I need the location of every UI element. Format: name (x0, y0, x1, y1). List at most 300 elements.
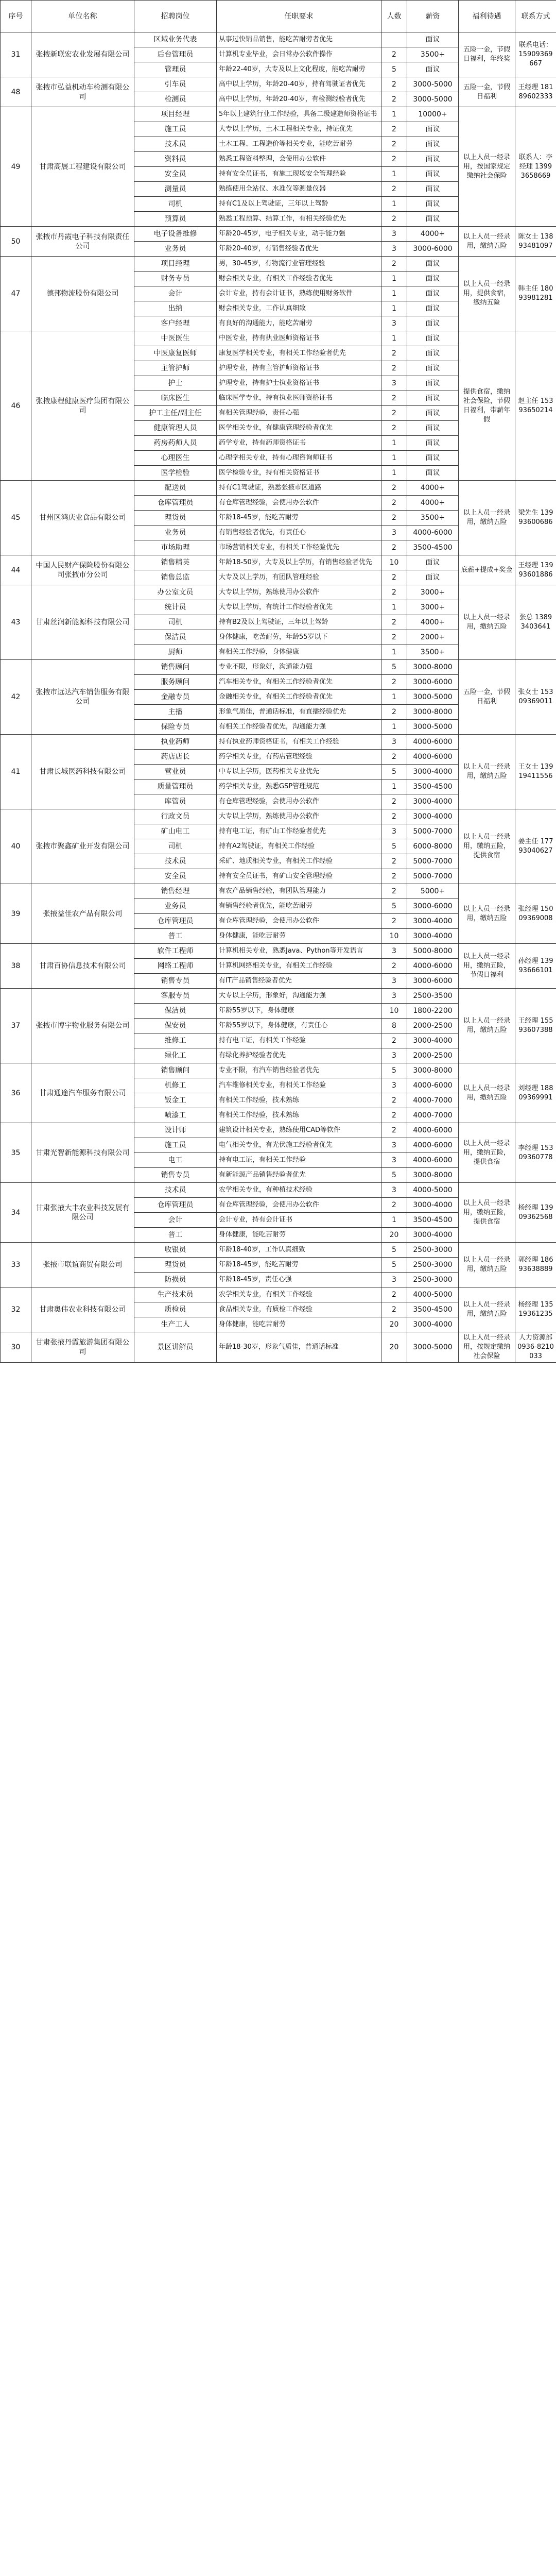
cell-position: 喷漆工 (134, 1108, 217, 1123)
cell-requirements: 有仓库管理经验，会使用办公软件 (217, 496, 381, 511)
cell-requirements: 会计专业，持有会计证书，熟练使用财务软件 (217, 286, 381, 301)
cell-requirements: 有仓库管理经验，会使用办公软件 (217, 794, 381, 809)
cell-count: 2 (381, 750, 407, 765)
cell-position: 安全员 (134, 167, 217, 182)
cell-benefits: 五险一金，节假日福利，年终奖 (459, 32, 515, 77)
cell-position: 矿山电工 (134, 824, 217, 839)
cell-position: 电工 (134, 1153, 217, 1168)
cell-salary: 5000-7000 (407, 869, 459, 884)
cell-salary: 2500-3000 (407, 1273, 459, 1287)
cell-requirements: 有相关工作经验，技术熟练 (217, 1108, 381, 1123)
cell-position: 保安员 (134, 1019, 217, 1033)
cell-salary: 3000-6000 (407, 974, 459, 989)
cell-count: 2 (381, 77, 407, 92)
cell-salary: 面议 (407, 182, 459, 197)
cell-salary: 10000+ (407, 107, 459, 122)
cell-position: 景区讲解员 (134, 1332, 217, 1363)
table-row (1, 331, 556, 346)
cell-count: 5 (381, 765, 407, 779)
cell-benefits: 以上人员一经录用，按国家规定缴纳社会保险 (459, 107, 515, 227)
cell-benefits: 以上人员一经录用，缴纳五险 (459, 884, 515, 944)
cell-count: 2 (381, 212, 407, 227)
cell-contact: 刘经理 18809369991 (515, 1063, 556, 1123)
cell-count: 1 (381, 197, 407, 212)
cell-count: 2 (381, 869, 407, 884)
cell-count: 2 (381, 257, 407, 272)
cell-requirements: 有相关管理经验，责任心强 (217, 406, 381, 421)
cell-company: 甘肃张掖丹霞旅游集团有限公司 (31, 1332, 134, 1363)
cell-count: 1 (381, 690, 407, 705)
cell-requirements: 中医专业，持有执业医师资格证书 (217, 331, 381, 346)
cell-position: 厨师 (134, 645, 217, 660)
cell-position: 销售顾问 (134, 660, 217, 675)
cell-salary: 3000-6000 (407, 899, 459, 914)
cell-requirements: 采矿、地质相关专业，有相关工作经验 (217, 854, 381, 869)
cell-requirements: 有农产品销售经验，有团队管理能力 (217, 884, 381, 899)
cell-salary: 面议 (407, 406, 459, 421)
cell-position: 技术员 (134, 137, 217, 152)
cell-position: 技术员 (134, 854, 217, 869)
cell-position: 保洁员 (134, 1004, 217, 1019)
cell-position: 销售精英 (134, 555, 217, 570)
cell-salary: 2000-2500 (407, 1019, 459, 1033)
cell-position: 客服专员 (134, 989, 217, 1004)
cell-requirements: 持有执业药师资格证书，有相关工作经验 (217, 735, 381, 750)
cell-count: 1 (381, 451, 407, 466)
cell-salary: 面议 (407, 152, 459, 167)
cell-contact: 姜主任 17793040627 (515, 809, 556, 884)
cell-count: 2 (381, 585, 407, 600)
cell-company: 张掖康程健康医疗集团有限公司 (31, 331, 134, 481)
cell-seq: 40 (1, 809, 31, 884)
table-row (1, 77, 556, 92)
cell-requirements: 计算机网络相关专业，有相关工作经验 (217, 959, 381, 974)
cell-requirements: 身体健康，能吃苦耐劳 (217, 1317, 381, 1332)
cell-requirements: 汽车相关专业，有相关工作经验者优先 (217, 675, 381, 690)
cell-requirements: 持有电工证，有矿山工作经验者优先 (217, 824, 381, 839)
table-row (1, 735, 556, 750)
cell-requirements: 护理专业，持有主管护师资格证书 (217, 361, 381, 376)
cell-count: 2 (381, 481, 407, 496)
cell-contact: 张女士 15309369011 (515, 660, 556, 735)
table-row (1, 32, 556, 47)
cell-count: 3 (381, 824, 407, 839)
cell-position: 销售经理 (134, 884, 217, 899)
cell-seq: 34 (1, 1183, 31, 1243)
cell-salary: 面议 (407, 570, 459, 585)
cell-salary: 2500-3000 (407, 1258, 459, 1273)
cell-salary: 面议 (407, 167, 459, 182)
cell-benefits: 以上人员一经录用，缴纳五险 (459, 1287, 515, 1332)
cell-seq: 37 (1, 989, 31, 1063)
cell-requirements: 持有电工证，有相关工作经验 (217, 1033, 381, 1048)
cell-contact: 赵主任 15393650214 (515, 331, 556, 481)
cell-salary: 4000-6000 (407, 1138, 459, 1153)
cell-position: 中医医生 (134, 331, 217, 346)
cell-contact: 郭经理 18693638889 (515, 1243, 556, 1287)
cell-contact: 王经理 13993601886 (515, 555, 556, 585)
cell-position: 设计师 (134, 1123, 217, 1138)
cell-position: 仓库管理员 (134, 1198, 217, 1213)
cell-position: 软件工程师 (134, 944, 217, 959)
cell-position: 理货员 (134, 1258, 217, 1273)
cell-position: 客户经理 (134, 316, 217, 331)
cell-salary: 2500-3500 (407, 989, 459, 1004)
cell-salary: 3000+ (407, 585, 459, 600)
cell-benefits: 以上人员一经录用，缴纳五险，节假日福利 (459, 944, 515, 989)
cell-contact: 孙经理 13993666101 (515, 944, 556, 989)
table-row (1, 1287, 556, 1302)
header-benefits: 福利待遇 (459, 1, 515, 32)
cell-seq: 30 (1, 1332, 31, 1363)
cell-requirements: 年龄20-40岁，有销售经验者优先 (217, 242, 381, 257)
cell-position: 管理员 (134, 62, 217, 77)
cell-position: 机修工 (134, 1078, 217, 1093)
cell-count: 8 (381, 1019, 407, 1033)
cell-company: 张掖市博宇物业服务有限公司 (31, 989, 134, 1063)
cell-requirements: 有销售经验者优先，能吃苦耐劳 (217, 899, 381, 914)
cell-salary: 面议 (407, 137, 459, 152)
cell-contact: 张总 13893403641 (515, 585, 556, 660)
cell-count: 3 (381, 989, 407, 1004)
cell-salary: 4000+ (407, 227, 459, 242)
cell-salary: 面议 (407, 361, 459, 376)
cell-count: 1 (381, 1213, 407, 1228)
cell-count: 3 (381, 1153, 407, 1168)
cell-count: 1 (381, 301, 407, 316)
cell-salary: 4000-7000 (407, 1093, 459, 1108)
cell-count: 10 (381, 929, 407, 944)
cell-count: 3 (381, 227, 407, 242)
cell-position: 中医康复医师 (134, 346, 217, 361)
cell-count: 3 (381, 735, 407, 750)
cell-requirements: 市场营销相关专业，有相关工作经验优先 (217, 540, 381, 555)
cell-salary: 面议 (407, 272, 459, 286)
cell-salary: 5000-7000 (407, 854, 459, 869)
cell-position: 临床医生 (134, 391, 217, 406)
cell-salary: 4000-6000 (407, 1123, 459, 1138)
cell-count: 5 (381, 1258, 407, 1273)
cell-position: 护士 (134, 376, 217, 391)
cell-salary: 面议 (407, 346, 459, 361)
cell-requirements: 康复医学相关专业，有相关工作经验者优先 (217, 346, 381, 361)
cell-salary: 3000-4000 (407, 794, 459, 809)
cell-salary: 3500-4500 (407, 1213, 459, 1228)
cell-salary: 4000-7000 (407, 1108, 459, 1123)
cell-requirements: 形象气质佳，普通话标准，有直播经验优先 (217, 705, 381, 720)
cell-count: 3 (381, 316, 407, 331)
table-row (1, 1183, 556, 1198)
table-row (1, 1063, 556, 1078)
cell-count: 1 (381, 167, 407, 182)
cell-count: 2 (381, 540, 407, 555)
cell-position: 出纳 (134, 301, 217, 316)
cell-contact: 王经理 15593607388 (515, 989, 556, 1063)
cell-requirements: 药学相关专业，熟悉GSP管理规范 (217, 779, 381, 794)
cell-position: 钣金工 (134, 1093, 217, 1108)
cell-salary: 3000-5000 (407, 92, 459, 107)
cell-position: 库管员 (134, 794, 217, 809)
cell-salary: 面议 (407, 421, 459, 436)
cell-contact: 王经理 18189602333 (515, 77, 556, 107)
cell-benefits: 以上人员一经录用，提供食宿，缴纳五险 (459, 257, 515, 331)
cell-requirements: 有新能源产品销售经验者优先 (217, 1168, 381, 1183)
cell-benefits: 五险一金，节假日福利 (459, 77, 515, 107)
cell-salary: 面议 (407, 122, 459, 137)
cell-salary: 3000-4000 (407, 914, 459, 929)
header-seq: 序号 (1, 1, 31, 32)
cell-position: 护工主任/副主任 (134, 406, 217, 421)
cell-count: 3 (381, 1138, 407, 1153)
cell-contact: 人力资源部 0936-8210033 (515, 1332, 556, 1363)
header-salary: 薪资 (407, 1, 459, 32)
cell-salary: 3000+ (407, 600, 459, 615)
cell-seq: 49 (1, 107, 31, 227)
cell-position: 销售总监 (134, 570, 217, 585)
cell-salary: 3000-6000 (407, 242, 459, 257)
cell-requirements: 从事过快销品销售，能吃苦耐劳者优先 (217, 32, 381, 47)
cell-position: 医学检验 (134, 466, 217, 481)
cell-count: 2 (381, 854, 407, 869)
header-count: 人数 (381, 1, 407, 32)
cell-salary: 2000-2500 (407, 1048, 459, 1063)
cell-position: 司机 (134, 615, 217, 630)
cell-position: 金融专员 (134, 690, 217, 705)
cell-position: 服务顾问 (134, 675, 217, 690)
cell-seq: 36 (1, 1063, 31, 1123)
cell-requirements: 财会相关专业，工作认真细致 (217, 301, 381, 316)
cell-salary: 3000-8000 (407, 1063, 459, 1078)
cell-company: 张掖市远达汽车销售服务有限公司 (31, 660, 134, 735)
table-row (1, 884, 556, 899)
cell-contact: 韩主任 18093981281 (515, 257, 556, 331)
cell-seq: 35 (1, 1123, 31, 1183)
cell-benefits: 以上人员一经录用，缴纳五险 (459, 1243, 515, 1287)
header-row (1, 1, 556, 32)
table-row (1, 107, 556, 122)
table-row (1, 1123, 556, 1138)
cell-salary: 3000-8000 (407, 1168, 459, 1183)
cell-requirements: 医学检验专业，持有相关资格证书 (217, 466, 381, 481)
cell-position: 销售顾问 (134, 1063, 217, 1078)
cell-position: 行政文员 (134, 809, 217, 824)
cell-salary: 4000+ (407, 481, 459, 496)
cell-requirements: 大专及以上学历，有团队管理经验 (217, 570, 381, 585)
cell-position: 理货员 (134, 511, 217, 526)
table-row (1, 1243, 556, 1258)
cell-count: 3 (381, 376, 407, 391)
cell-seq: 33 (1, 1243, 31, 1287)
cell-company: 张掖益佳农产品有限公司 (31, 884, 134, 944)
cell-position: 统计员 (134, 600, 217, 615)
cell-count: 1 (381, 645, 407, 660)
cell-requirements: 农学相关专业，有相关工作经验 (217, 1287, 381, 1302)
cell-requirements: 财会相关专业，有相关工作经验者优先 (217, 272, 381, 286)
cell-requirements: 熟练使用全站仪、水准仪等测量仪器 (217, 182, 381, 197)
cell-requirements: 高中以上学历，年龄20-40岁，有检测经验者优先 (217, 92, 381, 107)
cell-count: 1 (381, 272, 407, 286)
cell-position: 质量管理员 (134, 779, 217, 794)
cell-count: 2 (381, 1287, 407, 1302)
cell-count: 2 (381, 361, 407, 376)
cell-count: 2 (381, 1093, 407, 1108)
cell-count: 2 (381, 1198, 407, 1213)
cell-salary: 面议 (407, 316, 459, 331)
cell-benefits: 以上人员一经录用，缴纳五险 (459, 227, 515, 257)
cell-seq: 50 (1, 227, 31, 257)
cell-position: 会计 (134, 1213, 217, 1228)
cell-position: 项目经理 (134, 107, 217, 122)
cell-position: 普工 (134, 929, 217, 944)
cell-position: 司机 (134, 197, 217, 212)
cell-count: 2 (381, 346, 407, 361)
cell-position: 维修工 (134, 1033, 217, 1048)
cell-benefits: 以上人员一经录用，缴纳五险 (459, 481, 515, 555)
cell-seq: 44 (1, 555, 31, 585)
cell-salary: 4000-5000 (407, 1183, 459, 1198)
cell-count: 10 (381, 1004, 407, 1019)
cell-count: 2 (381, 705, 407, 720)
cell-benefits: 以上人员一经录用，缴纳五险 (459, 585, 515, 660)
cell-requirements: 持有C1及以上驾驶证，三年以上驾龄 (217, 197, 381, 212)
cell-position: 司机 (134, 839, 217, 854)
cell-requirements: 持有B2及以上驾驶证，三年以上驾龄 (217, 615, 381, 630)
table-row (1, 481, 556, 496)
cell-benefits: 五险一金，节假日福利 (459, 660, 515, 735)
cell-company: 张掖市聚鑫矿业开发有限公司 (31, 809, 134, 884)
cell-seq: 32 (1, 1287, 31, 1332)
cell-requirements: 熟悉工程预算、结算工作，有相关经验优先 (217, 212, 381, 227)
cell-salary: 3000-4000 (407, 929, 459, 944)
cell-salary: 3000-8000 (407, 660, 459, 675)
cell-salary: 3000-4000 (407, 1198, 459, 1213)
cell-position: 心理医生 (134, 451, 217, 466)
cell-salary: 3000-5000 (407, 690, 459, 705)
table-row (1, 1332, 556, 1363)
cell-salary: 3000-5000 (407, 720, 459, 735)
cell-requirements: 年龄18-45岁，能吃苦耐劳 (217, 511, 381, 526)
cell-count: 5 (381, 1168, 407, 1183)
cell-salary: 3000-6000 (407, 675, 459, 690)
cell-position: 防损员 (134, 1273, 217, 1287)
cell-requirements: 心理学相关专业，持有心理咨询师证书 (217, 451, 381, 466)
cell-position: 后台管理员 (134, 47, 217, 62)
cell-count: 2 (381, 182, 407, 197)
cell-requirements: 大专以上学历，熟练使用办公软件 (217, 585, 381, 600)
cell-position: 收银员 (134, 1243, 217, 1258)
cell-position: 业务员 (134, 526, 217, 540)
cell-benefits: 以上人员一经录用，缴纳五险 (459, 989, 515, 1063)
cell-benefits: 以上人员一经录用，按规定缴纳社会保险 (459, 1332, 515, 1363)
cell-salary: 3500+ (407, 511, 459, 526)
cell-contact: 联系人：李经理 13993658669 (515, 107, 556, 227)
table-row (1, 585, 556, 600)
cell-company: 甘肃丝润新能源科技有限公司 (31, 585, 134, 660)
cell-position: 业务员 (134, 242, 217, 257)
cell-count: 5 (381, 1063, 407, 1078)
cell-salary: 3500+ (407, 47, 459, 62)
cell-position: 生产技术员 (134, 1287, 217, 1302)
cell-count: 2 (381, 92, 407, 107)
cell-count: 2 (381, 406, 407, 421)
cell-salary: 3500+ (407, 645, 459, 660)
cell-position: 药店店长 (134, 750, 217, 765)
cell-seq: 47 (1, 257, 31, 331)
cell-requirements: 有良好的沟通能力，能吃苦耐劳 (217, 316, 381, 331)
cell-requirements: 有绿化养护经验者优先 (217, 1048, 381, 1063)
cell-position: 营业员 (134, 765, 217, 779)
cell-count: 20 (381, 1317, 407, 1332)
cell-count: 2 (381, 391, 407, 406)
cell-salary: 面议 (407, 451, 459, 466)
cell-salary: 3000-5000 (407, 77, 459, 92)
cell-requirements: 年龄18-50岁，大专及以上学历，有销售经验者优先 (217, 555, 381, 570)
cell-requirements: 有相关工作经验者优先，沟通能力强 (217, 720, 381, 735)
cell-count: 2 (381, 794, 407, 809)
cell-position: 保洁员 (134, 630, 217, 645)
cell-position: 药房药师人员 (134, 436, 217, 451)
cell-salary: 5000+ (407, 884, 459, 899)
cell-requirements: 医学相关专业，有健康管理经验者优先 (217, 421, 381, 436)
cell-requirements: 持有安全员证书，有矿山安全管理经验 (217, 869, 381, 884)
cell-benefits: 以上人员一经录用，缴纳五险，提供食宿 (459, 1183, 515, 1243)
cell-requirements: 大专以上学历，有统计工作经验者优先 (217, 600, 381, 615)
cell-salary: 3000-4000 (407, 1228, 459, 1243)
cell-count: 3 (381, 242, 407, 257)
cell-company: 甘肃奥伟农业科技有限公司 (31, 1287, 134, 1332)
cell-requirements: 年龄18-30岁，形象气质佳，普通话标准 (217, 1332, 381, 1363)
cell-position: 安全员 (134, 869, 217, 884)
cell-count: 2 (381, 421, 407, 436)
cell-requirements: 年龄20-45岁，电子相关专业，动手能力强 (217, 227, 381, 242)
cell-position: 普工 (134, 1228, 217, 1243)
table-row (1, 809, 556, 824)
cell-seq: 43 (1, 585, 31, 660)
cell-count: 5 (381, 839, 407, 854)
cell-count: 2 (381, 1108, 407, 1123)
cell-requirements: 电气相关专业，有光伏施工经验者优先 (217, 1138, 381, 1153)
cell-requirements: 建筑设计相关专业，熟练使用CAD等软件 (217, 1123, 381, 1138)
cell-benefits: 底薪+提成+奖金 (459, 555, 515, 585)
cell-position: 主播 (134, 705, 217, 720)
cell-count: 3 (381, 944, 407, 959)
cell-company: 甘肃张掖大丰农业科技发展有限公司 (31, 1183, 134, 1243)
cell-salary: 面议 (407, 331, 459, 346)
cell-position: 仓库管理员 (134, 914, 217, 929)
cell-salary: 4000-6000 (407, 1078, 459, 1093)
cell-requirements: 药学相关专业，有药店管理经验 (217, 750, 381, 765)
cell-salary: 2000+ (407, 630, 459, 645)
cell-requirements: 年龄22-40岁，大专及以上文化程度，能吃苦耐劳 (217, 62, 381, 77)
cell-count: 1 (381, 107, 407, 122)
cell-count: 5 (381, 660, 407, 675)
cell-requirements: 高中以上学历，年龄20-40岁，持有驾驶证者优先 (217, 77, 381, 92)
cell-requirements: 专业不限，有汽车销售经验者优先 (217, 1063, 381, 1078)
cell-requirements: 熟悉工程资料整理，会使用办公软件 (217, 152, 381, 167)
cell-count: 20 (381, 1332, 407, 1363)
table-row (1, 944, 556, 959)
cell-position: 市场助理 (134, 540, 217, 555)
cell-contact: 杨经理 13909362568 (515, 1183, 556, 1243)
cell-company: 甘肃百协信息技术有限公司 (31, 944, 134, 989)
cell-requirements: 有相关工作经验，技术熟练 (217, 1093, 381, 1108)
cell-salary: 3000-8000 (407, 705, 459, 720)
cell-seq: 46 (1, 331, 31, 481)
cell-position: 区域业务代表 (134, 32, 217, 47)
cell-count: 1 (381, 436, 407, 451)
cell-position: 财务专员 (134, 272, 217, 286)
cell-company: 张掖市联谊商贸有限公司 (31, 1243, 134, 1287)
